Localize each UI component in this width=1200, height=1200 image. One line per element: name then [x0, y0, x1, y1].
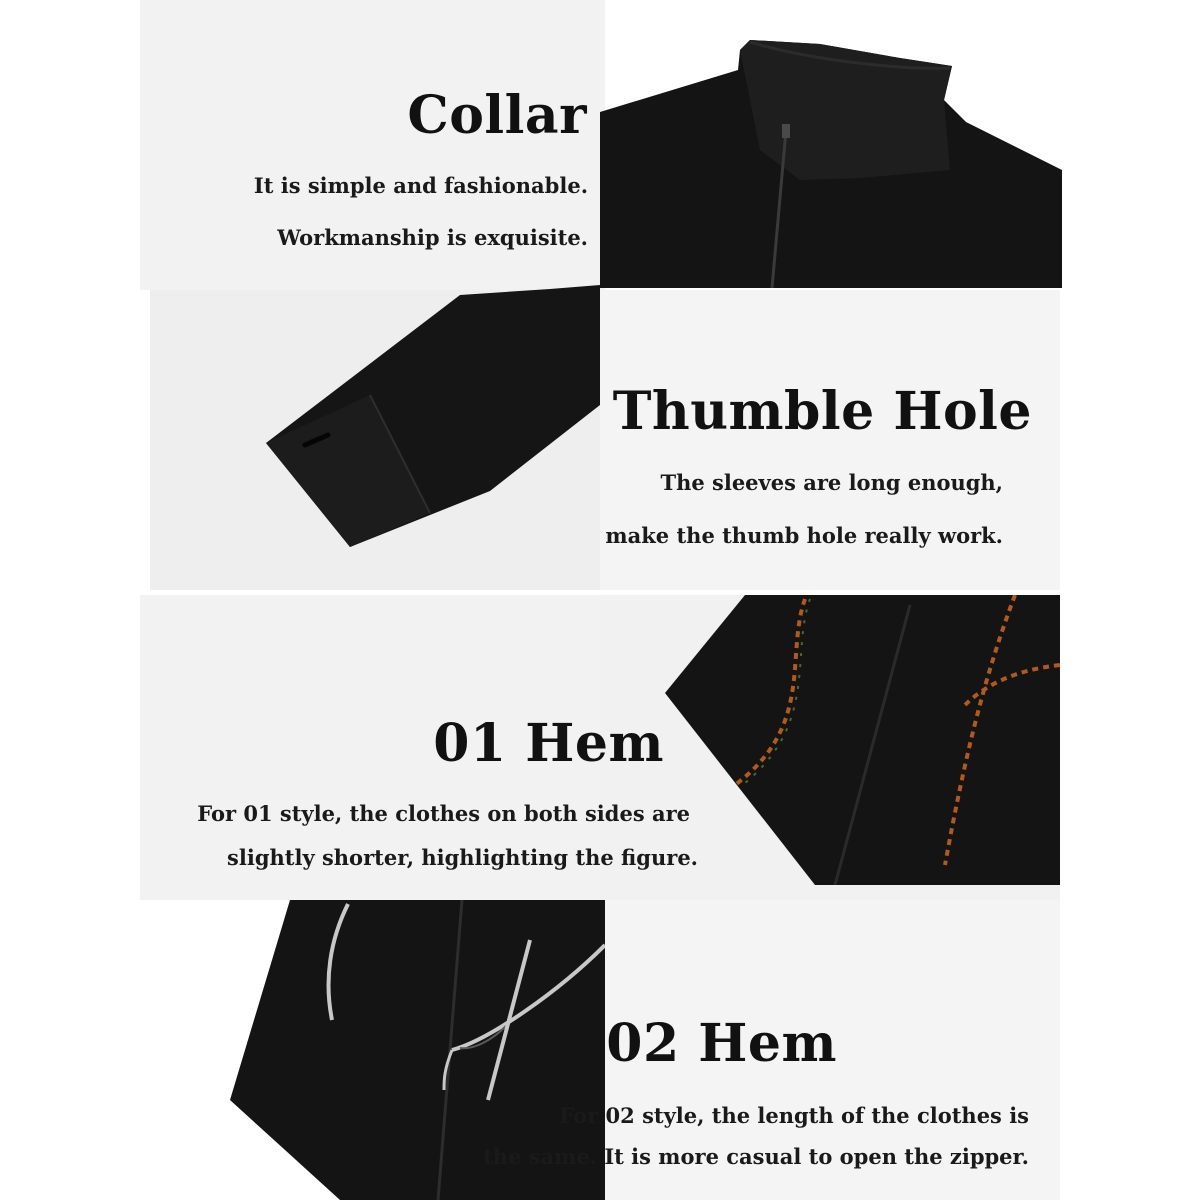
thumb-hole-heading: Thumble Hole [612, 381, 1032, 442]
hem02-desc-line-1: For 02 style, the length of the clothes is [559, 1103, 1029, 1128]
collar-photo [600, 30, 1062, 288]
thumb-hole-desc-line-2: make the thumb hole really work. [605, 523, 1003, 548]
hem01-desc-line-1: For 01 style, the clothes on both sides are [197, 801, 690, 826]
hem02-desc-line-2: the same. It is more casual to open the zipper. [483, 1144, 1029, 1169]
collar-heading: Collar [407, 85, 587, 146]
thumb-hole-desc-line-1: The sleeves are long enough, [660, 470, 1003, 495]
collar-desc-line-1: It is simple and fashionable. [253, 173, 588, 198]
hem02-heading: 02 Hem [606, 1013, 837, 1074]
hem01-desc-line-2: slightly shorter, highlighting the figure. [227, 845, 698, 870]
collar-desc-line-2: Workmanship is exquisite. [277, 225, 588, 250]
sleeve-photo [250, 285, 600, 555]
hem01-heading: 01 Hem [433, 713, 664, 774]
hem01-photo [665, 595, 1060, 885]
